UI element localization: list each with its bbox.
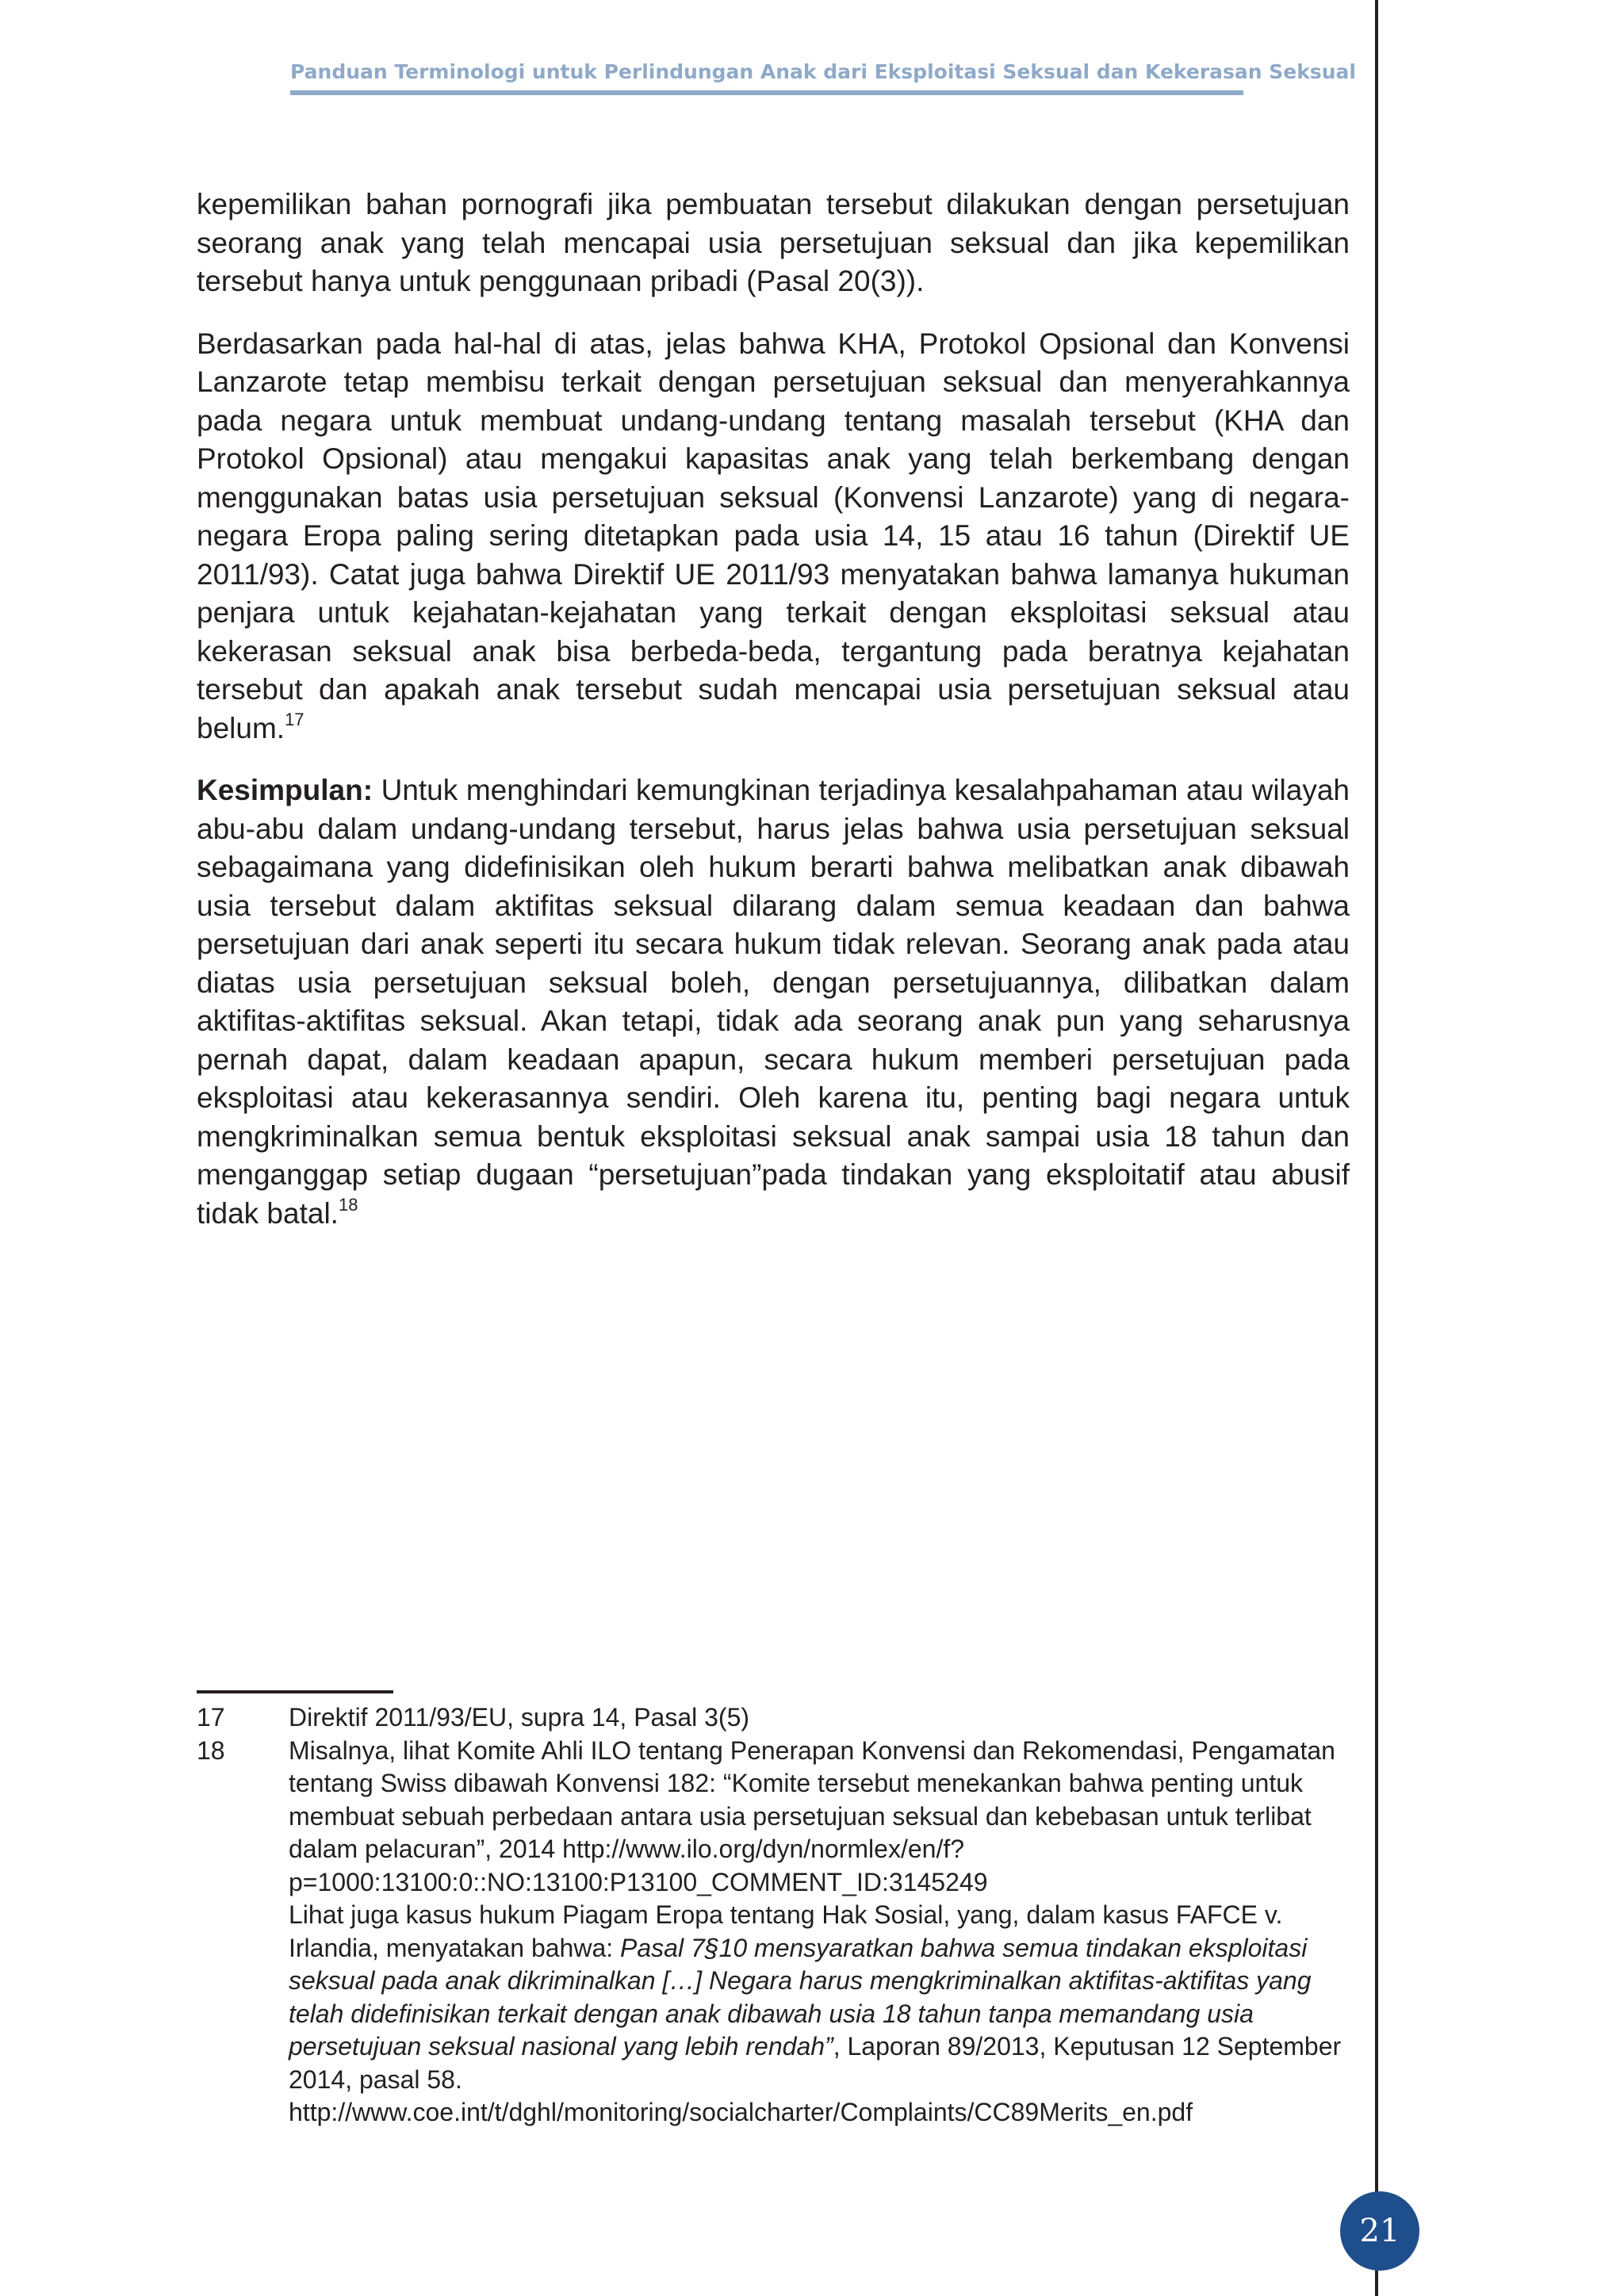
footnote-text: Direktif 2011/93/EU, supra 14, Pasal 3(5): [289, 1703, 750, 1732]
footnote-number: 18: [197, 1735, 225, 1765]
footnote-text: [289, 1735, 1345, 2130]
running-header: Panduan Terminologi untuk Perlindungan Anak dari Eksploitasi Seksual dan Kekerasan Seksual: [290, 60, 1356, 83]
conclusion-text: Untuk menghindari kemungkinan terjadinya kesalahpahaman atau wilayah abu-abu dalam undang-undang tersebut, harus jelas bahwa usia persetujuan seksual sebagaimana yang didefinisikan oleh hukum berarti bahwa melibatkan anak dibawah usia tersebut dalam aktifitas seksual dilarang dalam semua keadaan dan bahwa persetujuan dari anak seperti itu secara hukum tidak relevan. Seorang anak pada atau diatas usia persetujuan seksual boleh, dengan persetujuannya, dilibatkan dalam aktifitas-aktifitas seksual. Akan tetapi, tidak ada seorang anak pun yang seharusnya pernah dapat, dalam keadaan apapun, secara hukum memberi persetujuan pada eksploitasi atau kekerasannya sendiri. Oleh karena itu, penting bagi negara untuk mengkriminalkan semua bentuk eksploitasi seksual anak sampai usia 18 tahun dan menganggap setiap dugaan “persetujuan”pada tindakan yang eksploitatif atau abusif tidak batal.: [197, 774, 1350, 1230]
footnote-17: [197, 1701, 1345, 1735]
footnote-18: [197, 1735, 1345, 2130]
footnote-18-part-2: [289, 1899, 1345, 2096]
page-number-badge: 21: [1340, 2191, 1419, 2271]
conclusion-label: Kesimpulan:: [197, 774, 373, 806]
footnote-18-plain: Lihat juga kasus hukum Piagam Eropa tentang Hak Sosial, yang, dalam kasus FAFCE v. Irlandia, menyatakan bahwa:: [289, 1900, 1283, 1962]
footnote-18-part-1: Misalnya, lihat Komite Ahli ILO tentang Penerapan Konvensi dan Rekomendasi, Pengamatan tentang Swiss dibawah Konvensi 182: “Komite tersebut menekankan bahwa penting untuk membuat sebuah perbedaan antara usia persetujuan seksual dan kebebasan untuk terlibat dalam pelacuran”, 2014 http://www.ilo.org/dyn/normlex/en/f?p=1000:13100:0::NO:13100:P13100_COMMENT_ID:3145249: [289, 1735, 1335, 1896]
paragraph-2-text: Berdasarkan pada hal-hal di atas, jelas bahwa KHA, Protokol Opsional dan Konvensi Lanzarote tetap membisu terkait dengan persetujuan seksual dan menyerahkannya pada negara untuk membuat undang-undang tentang masalah tersebut (KHA dan Protokol Opsional) atau mengakui kapasitas anak yang telah berkembang dengan menggunakan batas usia persetujuan seksual (Konvensi Lanzarote) yang di negara-negara Eropa paling sering ditetapkan pada usia 14, 15 atau 16 tahun (Direktif UE 2011/93). Catat juga bahwa Direktif UE 2011/93 menyatakan bahwa lamanya hukuman penjara untuk kejahatan-kejahatan yang terkait dengan eksploitasi seksual atau kekerasan seksual anak bisa berbeda-beda, tergantung pada beratnya kejahatan tersebut dan apakah anak tersebut sudah mencapai usia persetujuan seksual atau belum.: [197, 327, 1350, 744]
header-rule: [290, 90, 1243, 95]
footnote-18-citation: , Laporan 89/2013, Keputusan 12 September 2014, pasal 58.: [289, 2032, 1342, 2094]
footnote-18-quote: Pasal 7§10 mensyaratkan bahwa semua tindakan eksploitasi seksual pada anak dikriminalkan […] Negara harus mengkriminalkan aktifitas-aktifitas yang telah didefinisikan terkait dengan anak dibawah usia 18 tahun tanpa memandang usia persetujuan seksual nasional yang lebih rendah”: [289, 1933, 1312, 2061]
paragraph-1-text: kepemilikan bahan pornografi jika pembuatan tersebut dilakukan dengan persetujuan seorang anak yang telah mencapai usia persetujuan seksual dan jika kepemilikan tersebut hanya untuk penggunaan pribadi (Pasal 20(3)).: [197, 188, 1350, 297]
footnotes: [197, 1701, 1345, 2130]
footnote-18-url[interactable]: http://www.coe.int/t/dghl/monitoring/socialcharter/Complaints/CC89Merits_en.pdf: [289, 2098, 1193, 2126]
margin-line: [1375, 0, 1378, 2296]
paragraph-2: [197, 325, 1350, 748]
footnote-ref-17[interactable]: 17: [285, 709, 304, 729]
paragraph-1: [197, 186, 1350, 301]
footnote-number: 17: [197, 1703, 225, 1732]
footnote-ref-18[interactable]: 18: [338, 1194, 358, 1215]
body-text: [197, 186, 1350, 1257]
paragraph-conclusion: [197, 771, 1350, 1233]
footnote-rule: [197, 1690, 393, 1693]
